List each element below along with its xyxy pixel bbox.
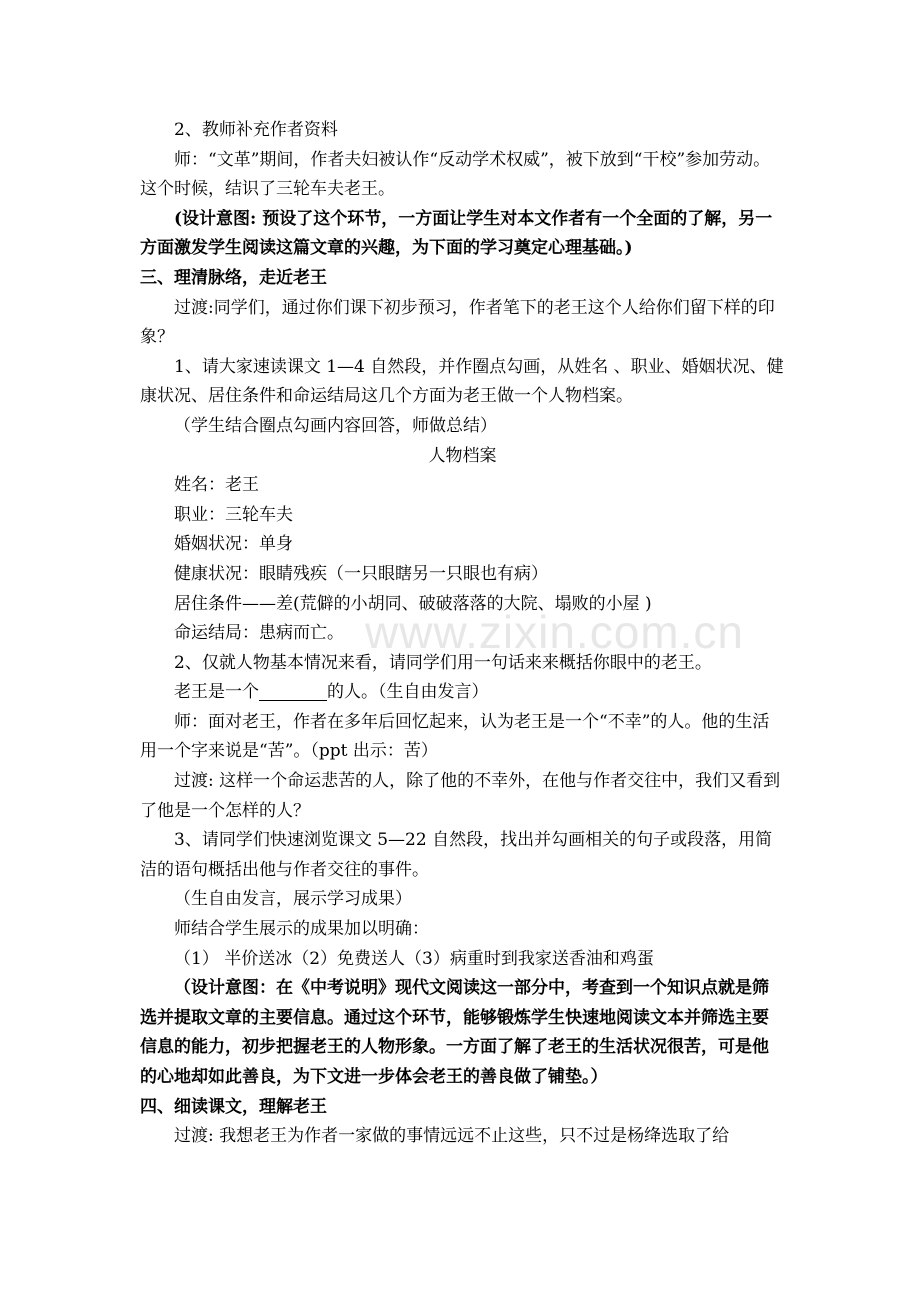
archive-item-name: 姓名：老王	[174, 475, 259, 496]
paragraph: 过渡: 我想老王为作者一家做的事情远远不止这些，只不过是杨绛选取了给	[174, 1126, 730, 1147]
watermark: www.zixin.com.cn	[365, 606, 744, 658]
paragraph: 过渡:同学们，通过你们课下初步预习，作者笔下的老王这个人给你们留下样的印象？	[140, 297, 775, 348]
paragraph: （学生结合圈点勾画内容回答，师做总结）	[174, 415, 497, 436]
fill-in-sentence	[140, 678, 785, 708]
paragraph: 师：“文革”期间，作者夫妇被认作“反动学术权威”，被下放到“干校”参加劳动。这个时候，结识了三轮车夫老王。	[140, 149, 771, 200]
archive-item-health: 健康状况：眼睛残疾（一只眼瞎另一只眼也有病）	[174, 563, 548, 584]
archive-item-marital: 婚姻状况：单身	[174, 534, 293, 555]
fill-in-blank	[259, 683, 327, 701]
paragraph: 2、教师补充作者资料	[174, 120, 338, 140]
paragraph: 过渡: 这样一个命运悲苦的人，除了他的不幸外，在他与作者交往中，我们又看到了他是一个怎样的人？	[140, 771, 781, 821]
design-intent-note: (设计意图: 预设了这个环节，一方面让学生对本文作者有一个全面的了解，另一方面激发学生阅读这篇文章的兴趣，为下面的学习奠定心理基础。)	[140, 208, 773, 259]
paragraph: 师结合学生展示的成果加以明确：	[174, 919, 429, 940]
document-body	[140, 116, 785, 1152]
paragraph: 2、仅就人物基本情况来看，请同学们用一句话来来概括你眼中的老王。	[174, 652, 712, 673]
paragraph: 1、请大家速读课文 1—4 自然段，并作圈点勾画，从姓名 、职业、婚姻状况、健康状况、居住条件和命运结局这几个方面为老王做一个人物档案。	[140, 356, 784, 407]
sentence-end: 的人。（生自由发言）	[327, 682, 489, 703]
sentence-start: 老王是一个	[174, 682, 259, 703]
section-heading: 三、理清脉络，走近老王	[140, 267, 327, 288]
archive-item-occupation: 职业：三轮车夫	[174, 504, 293, 525]
paragraph: （生自由发言，展示学习成果）	[174, 889, 412, 910]
design-intent-note: （设计意图：在《中考说明》现代文阅读这一部分中，考查到一个知识点就是筛选并提取文章的主要信息。通过这个环节，能够锻炼学生快速地阅读文本并筛选主要信息的能力，初步把握老王的人物形象。一方面了解了老王的生活状况很苦，可是他的心地却如此善良，为下文进一步体会老王的善良做了铺垫。）	[140, 978, 769, 1087]
archive-title: 人物档案	[428, 445, 497, 466]
paragraph: （1） 半价送冰（2）免费送人（3）病重时到我家送香油和鸡蛋	[174, 948, 654, 969]
paragraph: 3、请同学们快速浏览课文 5—22 自然段，找出并勾画相关的句子或段落，用简洁的语句概括出他与作者交往的事件。	[140, 830, 773, 880]
paragraph: 师：面对老王，作者在多年后回忆起来，认为老王是一个“不幸”的人。他的生活用一个字来说是“苦”。（ppt 出示：苦）	[140, 711, 770, 762]
archive-item-fate: 命运结局：患病而亡。	[174, 623, 344, 644]
archive-item-housing: 居住条件——差(荒僻的小胡同、破破落落的大院、塌败的小屋 )	[174, 593, 652, 614]
section-heading: 四、细读课文，理解老王	[140, 1096, 327, 1117]
